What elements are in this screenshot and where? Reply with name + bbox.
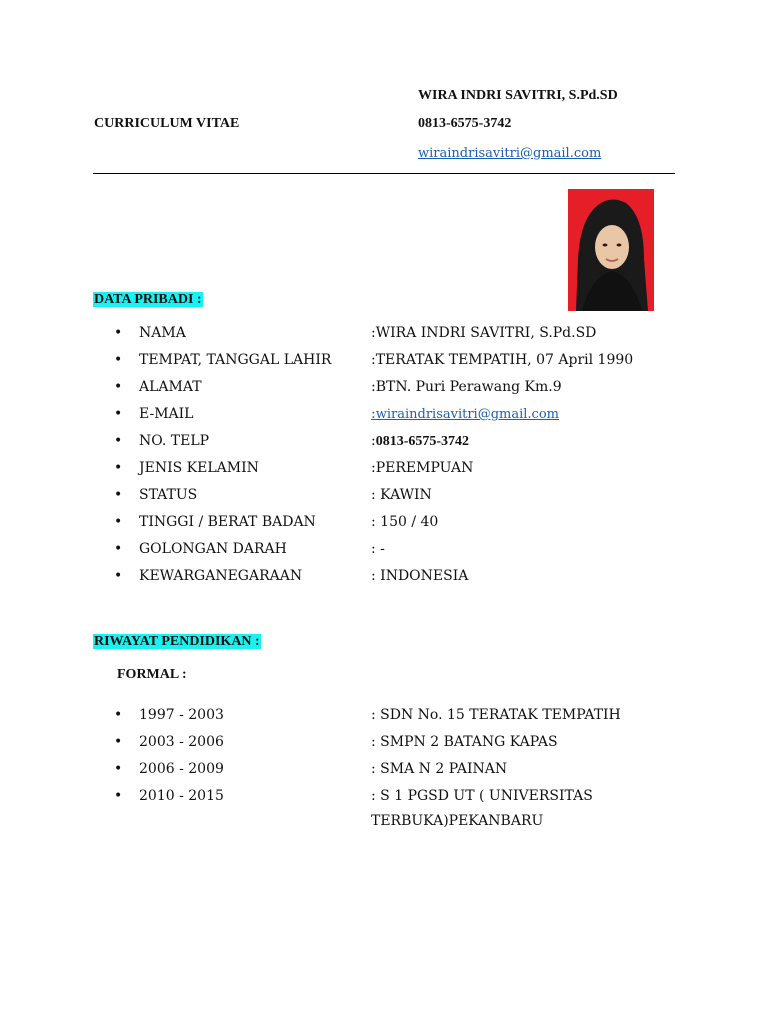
field-label: ALAMAT: [139, 379, 202, 395]
bullet-icon: •: [114, 460, 123, 476]
list-item: [0, 541, 768, 561]
list-item: [0, 568, 768, 588]
bullet-icon: •: [114, 734, 123, 750]
bullet-icon: •: [114, 325, 123, 341]
education-school: : S 1 PGSD UT ( UNIVERSITAS: [371, 788, 593, 804]
education-years: 1997 - 2003: [139, 707, 224, 723]
bullet-icon: •: [114, 352, 123, 368]
list-item: [0, 514, 768, 534]
field-value: :0813-6575-3742: [371, 433, 470, 449]
field-value: :WIRA INDRI SAVITRI, S.Pd.SD: [371, 325, 597, 341]
field-value: : -: [371, 541, 385, 557]
field-value: : INDONESIA: [371, 568, 469, 584]
list-item: [0, 761, 768, 781]
field-value: :BTN. Puri Perawang Km.9: [371, 379, 562, 395]
field-label: KEWARGANEGARAAN: [139, 568, 303, 584]
list-item: [0, 325, 768, 345]
portrait-image: [568, 189, 654, 311]
bullet-icon: •: [114, 761, 123, 777]
bullet-icon: •: [114, 568, 123, 584]
profile-photo: [568, 189, 654, 311]
education-years: 2010 - 2015: [139, 788, 224, 804]
field-value: : 150 / 40: [371, 514, 439, 530]
header-divider: [93, 173, 675, 174]
header-name: WIRA INDRI SAVITRI, S.Pd.SD: [418, 88, 618, 103]
header-email-link[interactable]: wiraindrisavitri@gmail.com: [418, 146, 602, 161]
field-label: E-MAIL: [139, 406, 194, 422]
field-value: :TERATAK TEMPATIH, 07 April 1990: [371, 352, 634, 368]
bullet-icon: •: [114, 487, 123, 503]
section-heading-education: RIWAYAT PENDIDIKAN :: [94, 634, 260, 649]
bullet-icon: •: [114, 707, 123, 723]
section-heading-personal: DATA PRIBADI :: [94, 292, 202, 307]
field-value: : KAWIN: [371, 487, 432, 503]
list-item: [0, 707, 768, 727]
subheading-formal: FORMAL :: [117, 667, 187, 682]
email-link[interactable]: wiraindrisavitri@gmail.com: [375, 407, 559, 422]
list-item: [0, 487, 768, 507]
list-item: [0, 460, 768, 480]
list-item-continued: [0, 813, 768, 833]
bullet-icon: •: [114, 541, 123, 557]
field-label: NO. TELP: [139, 433, 210, 449]
field-label: STATUS: [139, 487, 198, 503]
field-label: JENIS KELAMIN: [139, 460, 259, 476]
list-item: [0, 734, 768, 754]
list-item: [0, 433, 768, 453]
education-school-continued: TERBUKA)PEKANBARU: [371, 813, 544, 829]
bullet-icon: •: [114, 788, 123, 804]
bullet-icon: •: [114, 433, 123, 449]
field-label: GOLONGAN DARAH: [139, 541, 287, 557]
list-item: [0, 788, 768, 808]
bullet-icon: •: [114, 379, 123, 395]
bullet-icon: •: [114, 406, 123, 422]
field-value: :PEREMPUAN: [371, 460, 474, 476]
bullet-icon: •: [114, 514, 123, 530]
document-title: CURRICULUM VITAE: [94, 116, 240, 131]
list-item: [0, 352, 768, 372]
list-item: [0, 406, 768, 426]
field-label: TINGGI / BERAT BADAN: [139, 514, 316, 530]
education-years: 2006 - 2009: [139, 761, 224, 777]
education-school: : SMA N 2 PAINAN: [371, 761, 508, 777]
field-label: NAMA: [139, 325, 186, 341]
education-school: : SMPN 2 BATANG KAPAS: [371, 734, 558, 750]
education-years: 2003 - 2006: [139, 734, 224, 750]
list-item: [0, 379, 768, 399]
education-school: : SDN No. 15 TERATAK TEMPATIH: [371, 707, 621, 723]
field-value: :wiraindrisavitri@gmail.com: [371, 406, 559, 422]
field-label: TEMPAT, TANGGAL LAHIR: [139, 352, 332, 368]
header-phone: 0813-6575-3742: [418, 116, 512, 131]
